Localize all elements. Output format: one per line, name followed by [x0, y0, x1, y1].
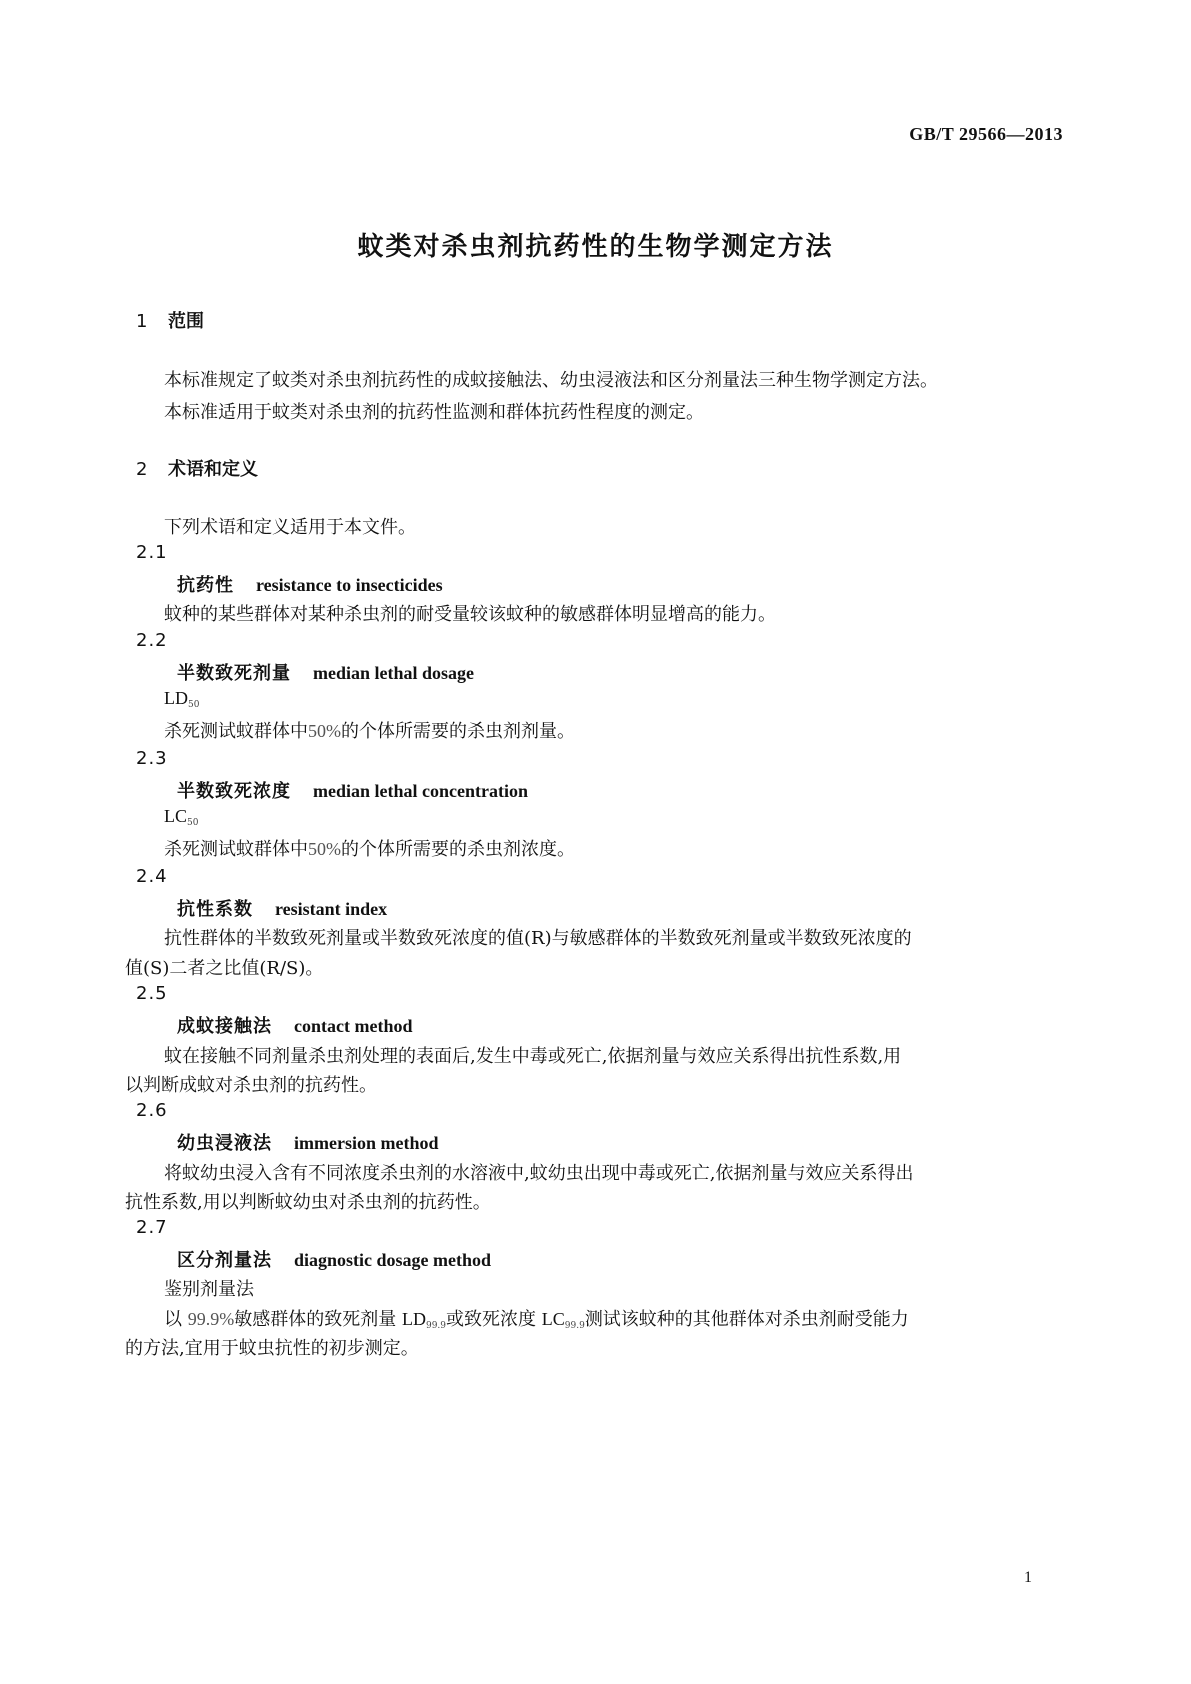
definition-text: 的个体所需要的杀虫剂浓度。 [341, 839, 575, 860]
definition-text: 的个体所需要的杀虫剂剂量。 [341, 721, 575, 742]
section-title: 范围 [168, 311, 204, 332]
term-en: resistant index [275, 899, 388, 919]
term-en: resistance to insecticides [256, 575, 443, 595]
definition-text: 杀死测试蚊群体中 [164, 721, 308, 742]
term-entry [177, 1246, 491, 1272]
term-definition-line-2: 值(S)二者之比值(R/S)。 [125, 958, 324, 979]
definition-percent: 50% [308, 721, 341, 741]
term-en: median lethal concentration [313, 781, 528, 801]
term-entry [177, 1012, 412, 1038]
section-title: 术语和定义 [168, 459, 258, 480]
term-symbol [164, 806, 198, 828]
term-definition [164, 835, 575, 861]
section-number: 2 [136, 459, 148, 480]
page-number: 1 [1024, 1569, 1032, 1586]
term-definition-line-2: 的方法,宜用于蚊虫抗性的初步测定。 [125, 1338, 419, 1359]
term-definition-line-1: 将蚊幼虫浸入含有不同浓度杀虫剂的水溶液中,蚊幼虫出现中毒或死亡,依据剂量与效应关系得出 [164, 1163, 914, 1184]
term-entry [177, 659, 474, 685]
section-2-heading [136, 455, 258, 481]
symbol-subscript: 50 [187, 818, 199, 828]
symbol-text: LD [164, 688, 188, 708]
term-alternate: 鉴别剂量法 [164, 1279, 254, 1300]
term-entry [177, 571, 443, 597]
term-symbol [164, 688, 199, 710]
term-definition-line-1: 抗性群体的半数致死剂量或半数致死浓度的值(R)与敏感群体的半数致死剂量或半数致死浓度的 [164, 928, 912, 949]
term-entry [177, 1129, 438, 1155]
term-en: contact method [294, 1016, 413, 1036]
term-zh: 幼虫浸液法 [177, 1133, 272, 1154]
term-definition [164, 717, 575, 743]
clause-number: 2.5 [136, 983, 168, 1004]
term-entry [177, 777, 528, 803]
term-definition-line-2: 抗性系数,用以判断蚊幼虫对杀虫剂的抗药性。 [125, 1192, 491, 1213]
term-entry [177, 895, 387, 921]
standard-number: GB/T 29566—2013 [909, 124, 1063, 144]
term-en: immersion method [294, 1133, 439, 1153]
definition-text: 杀死测试蚊群体中 [164, 839, 308, 860]
symbol-text: LC [541, 1309, 565, 1329]
term-en: diagnostic dosage method [294, 1250, 492, 1270]
definition-text: 以 [164, 1309, 182, 1330]
term-en: median lethal dosage [313, 663, 475, 683]
definition-text: 敏感群体的致死剂量 [234, 1309, 397, 1330]
symbol-subscript: 99.9 [425, 1321, 447, 1331]
term-zh: 半数致死剂量 [177, 663, 291, 684]
definition-text: 测试该蚊种的其他群体对杀虫剂耐受能力 [584, 1309, 909, 1330]
definition-percent: 50% [308, 839, 341, 859]
scope-paragraph-1: 本标准规定了蚊类对杀虫剂抗药性的成蚊接触法、幼虫浸液法和区分剂量法三种生物学测定方法。 [164, 370, 938, 391]
section-number: 1 [136, 311, 148, 332]
section-1-heading [136, 307, 204, 333]
term-definition-line-1 [164, 1305, 909, 1331]
clause-number: 2.7 [136, 1217, 168, 1238]
term-definition-line-1: 蚊在接触不同剂量杀虫剂处理的表面后,发生中毒或死亡,依据剂量与效应关系得出抗性系数,用 [164, 1046, 902, 1067]
clause-number: 2.2 [136, 630, 168, 651]
symbol-subscript: 99.9 [564, 1321, 585, 1331]
clause-number: 2.3 [136, 748, 168, 769]
term-zh: 成蚊接触法 [177, 1016, 272, 1037]
term-zh: 半数致死浓度 [177, 781, 291, 802]
clause-number: 2.6 [136, 1100, 168, 1121]
term-zh: 抗药性 [177, 575, 234, 596]
term-definition: 蚊种的某些群体对某种杀虫剂的耐受量较该蚊种的敏感群体明显增高的能力。 [164, 604, 776, 625]
terms-intro: 下列术语和定义适用于本文件。 [164, 517, 416, 538]
document-title: 蚊类对杀虫剂抗药性的生物学测定方法 [357, 232, 834, 262]
symbol-text: LC [164, 806, 188, 826]
term-zh: 区分剂量法 [177, 1250, 272, 1271]
clause-number: 2.1 [136, 542, 168, 563]
clause-number: 2.4 [136, 866, 168, 887]
definition-percent: 99.9% [187, 1309, 235, 1329]
definition-text: 或致死浓度 [446, 1309, 537, 1330]
term-definition-line-2: 以判断成蚊对杀虫剂的抗药性。 [125, 1075, 377, 1096]
symbol-text: LD [401, 1309, 426, 1329]
scope-paragraph-2: 本标准适用于蚊类对杀虫剂的抗药性监测和群体抗药性程度的测定。 [164, 402, 704, 423]
symbol-subscript: 50 [188, 700, 200, 710]
term-zh: 抗性系数 [177, 899, 253, 920]
